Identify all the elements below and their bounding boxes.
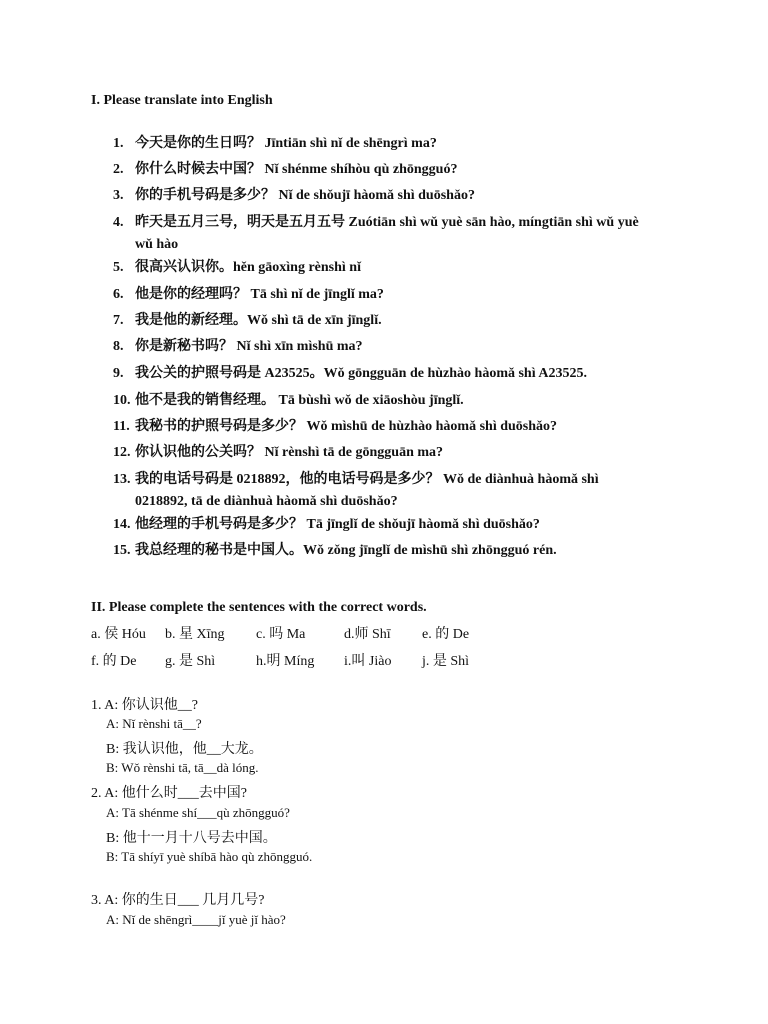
item-text: 我是他的新经理。Wǒ shì tā de xīn jīnglǐ. bbox=[135, 313, 382, 328]
list-item bbox=[113, 159, 703, 181]
word-option: d.师 Shī bbox=[344, 627, 391, 642]
item-text: 你认识他的公关吗？ Nǐ rènshì tā de gōngguān ma? bbox=[135, 445, 444, 460]
word-option: j. 是 Shì bbox=[422, 654, 470, 669]
item-number: 11. bbox=[113, 419, 130, 434]
item-number: 3. bbox=[113, 188, 124, 203]
item-text: 他不是我的销售经理。 Tā bùshì wǒ de xiāoshòu jīnglǐ. bbox=[135, 393, 464, 408]
exercise-line: B: Tā shíyī yuè shíbā hào qù zhōngguó. bbox=[106, 849, 313, 864]
word-option: i.叫 Jiào bbox=[344, 654, 392, 669]
list-item bbox=[113, 310, 703, 332]
item-number: 8. bbox=[113, 339, 124, 354]
list-item bbox=[113, 284, 703, 306]
list-item bbox=[113, 363, 703, 385]
list-item bbox=[113, 336, 703, 358]
exercise-line: 2. A: 他什么时___去中国? bbox=[91, 786, 247, 801]
item-number: 15. bbox=[113, 543, 131, 558]
item-continuation: wǔ hào bbox=[135, 237, 179, 252]
word-option: c. 吗 Ma bbox=[256, 627, 306, 642]
item-text: 我总经理的秘书是中国人。Wǒ zǒng jīnglǐ de mìshū shì zhōngguó rén. bbox=[135, 543, 557, 558]
item-text: 昨天是五月三号，明天是五月五号 Zuótiān shì wǔ yuè sān hào, míngtiān shì wǔ yuè bbox=[135, 215, 639, 230]
word-option: b. 星 Xīng bbox=[165, 627, 225, 642]
list-item bbox=[113, 469, 703, 509]
item-text: 你什么时候去中国？ Nǐ shénme shíhòu qù zhōngguó? bbox=[135, 162, 458, 177]
item-number: 5. bbox=[113, 260, 124, 275]
list-item bbox=[113, 390, 703, 412]
list-item bbox=[113, 540, 703, 562]
list-item bbox=[113, 442, 703, 464]
item-number: 7. bbox=[113, 313, 124, 328]
list-item bbox=[113, 257, 703, 279]
exercise-line: B: 他十一月十八号去中国。 bbox=[106, 831, 277, 846]
list-item bbox=[113, 185, 703, 207]
item-number: 9. bbox=[113, 366, 124, 381]
word-option: h.明 Míng bbox=[256, 654, 315, 669]
exercise-line: B: 我认识他，他__大龙。 bbox=[106, 742, 263, 757]
exercise-line: A: Nǐ de shēngrì____jǐ yuè jǐ hào? bbox=[106, 912, 286, 927]
item-text: 今天是你的生日吗？ Jīntiān shì nǐ de shēngrì ma? bbox=[135, 136, 437, 151]
exercise-line: 3. A: 你的生日___ 几月几号? bbox=[91, 893, 265, 908]
item-continuation: 0218892, tā de diànhuà hàomǎ shì duōshǎo? bbox=[135, 494, 398, 509]
list-item bbox=[113, 212, 703, 252]
item-text: 你的手机号码是多少？ Nǐ de shǒujī hàomǎ shì duōshǎo? bbox=[135, 188, 475, 203]
word-option: e. 的 De bbox=[422, 627, 470, 642]
exercise-line: B: Wǒ rènshi tā, tā__dà lóng. bbox=[106, 760, 259, 775]
exercise-line: A: Nǐ rènshi tā__? bbox=[106, 716, 202, 731]
item-text: 我的电话号码是 0218892，他的电话号码是多少？ Wǒ de diànhuà hàomǎ shì bbox=[135, 472, 599, 487]
list-item bbox=[113, 133, 703, 155]
item-text: 他是你的经理吗？ Tā shì nǐ de jīnglǐ ma? bbox=[135, 287, 384, 302]
item-number: 1. bbox=[113, 136, 124, 151]
item-number: 10. bbox=[113, 393, 131, 408]
item-text: 很高兴认识你。hěn gāoxìng rènshì nǐ bbox=[135, 260, 361, 275]
item-number: 2. bbox=[113, 162, 124, 177]
word-option: a. 侯 Hóu bbox=[91, 627, 146, 642]
word-option: g. 是 Shì bbox=[165, 654, 216, 669]
item-number: 13. bbox=[113, 472, 131, 487]
list-item bbox=[113, 416, 703, 438]
item-number: 12. bbox=[113, 445, 131, 460]
item-text: 你是新秘书吗？ Nǐ shì xīn mìshū ma? bbox=[135, 339, 363, 354]
exercise-line: 1. A: 你认识他__? bbox=[91, 698, 198, 713]
item-text: 他经理的手机号码是多少？ Tā jīnglǐ de shǒujī hàomǎ shì duōshǎo? bbox=[135, 517, 540, 532]
exercise-line: A: Tā shénme shí___qù zhōngguó? bbox=[106, 805, 290, 820]
list-item bbox=[113, 514, 703, 536]
item-number: 4. bbox=[113, 215, 124, 230]
word-option: f. 的 De bbox=[91, 654, 137, 669]
item-number: 14. bbox=[113, 517, 131, 532]
section-1-heading: I. Please translate into English bbox=[91, 93, 273, 108]
item-text: 我秘书的护照号码是多少？ Wǒ mìshū de hùzhào hàomǎ shì duōshǎo? bbox=[135, 419, 558, 434]
item-text: 我公关的护照号码是 A23525。Wǒ gōngguān de hùzhào hàomǎ shì A23525. bbox=[135, 366, 587, 381]
section-2-heading: II. Please complete the sentences with the correct words. bbox=[91, 600, 427, 615]
item-number: 6. bbox=[113, 287, 124, 302]
